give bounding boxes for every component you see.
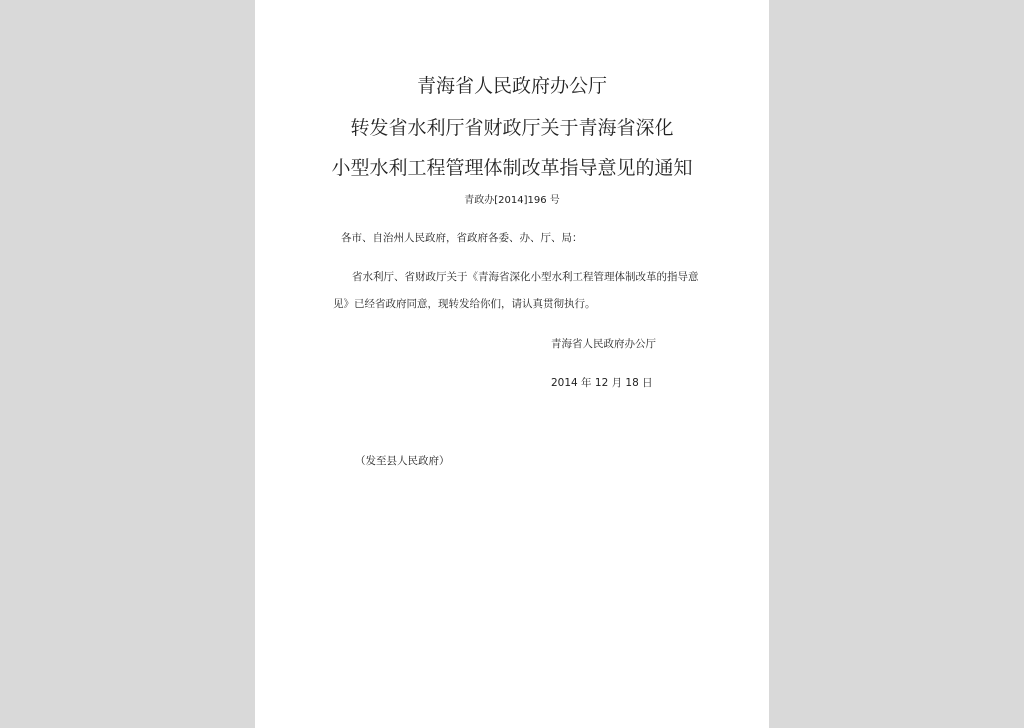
issue-date: 2014 年 12 月 18 日 xyxy=(551,377,653,389)
title-line-2: 转发省水利厅省财政厅关于青海省深化 xyxy=(350,117,674,139)
title-line-3: 小型水利工程管理体制改革指导意见的通知 xyxy=(331,157,693,179)
distribution-note: （发至县人民政府） xyxy=(355,455,450,467)
document-number: 青政办[2014]196 号 xyxy=(464,195,560,206)
document-page xyxy=(255,0,769,728)
body-paragraph-line-2: 见》已经省政府同意，现转发给你们，请认真贯彻执行。 xyxy=(333,298,596,310)
salutation: 各市、自治州人民政府，省政府各委、办、厅、局： xyxy=(341,232,583,244)
body-paragraph-line-1: 省水利厅、省财政厅关于《青海省深化小型水利工程管理体制改革的指导意 xyxy=(352,271,699,283)
title-line-1: 青海省人民政府办公厅 xyxy=(416,75,607,97)
signer: 青海省人民政府办公厅 xyxy=(551,338,656,350)
